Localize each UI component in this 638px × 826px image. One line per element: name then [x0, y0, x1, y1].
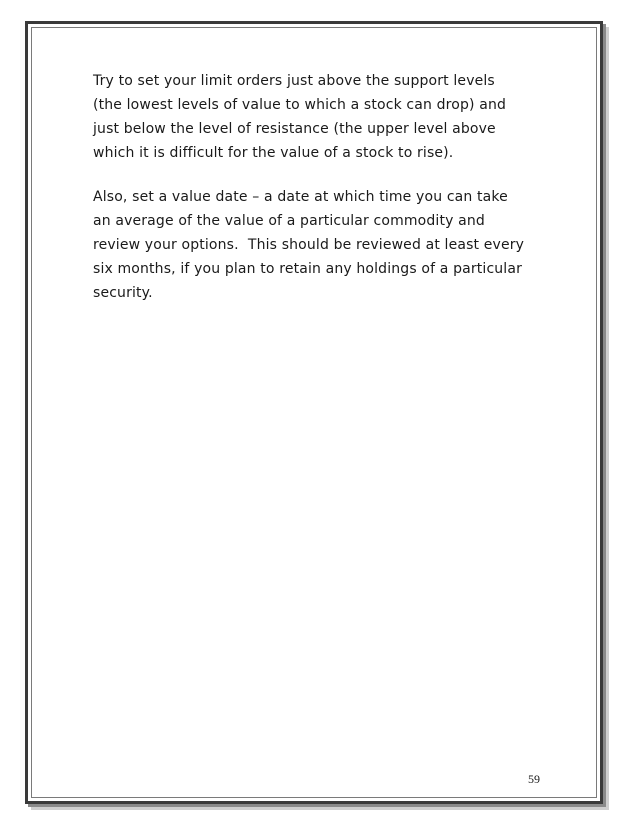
- paragraph-line: Also, set a value date – a date at which time you can take: [93, 189, 508, 205]
- page-number: 59: [528, 772, 540, 786]
- paragraph-line: Try to set your limit orders just above the support levels: [93, 73, 495, 89]
- paragraph-line: an average of the value of a particular commodity and: [93, 213, 485, 229]
- paragraph-line: (the lowest levels of value to which a stock can drop) and: [93, 97, 507, 113]
- paragraph-2: [93, 185, 553, 305]
- paragraph-line: review your options. This should be reviewed at least every: [93, 237, 525, 253]
- body-text: [93, 69, 553, 325]
- paragraph-line: security.: [93, 285, 153, 301]
- paragraph-line: six months, if you plan to retain any holdings of a particular: [93, 261, 522, 277]
- paragraph-1: [93, 69, 553, 165]
- paragraph-line: which it is difficult for the value of a stock to rise).: [93, 145, 454, 161]
- paragraph-line: just below the level of resistance (the upper level above: [93, 121, 496, 137]
